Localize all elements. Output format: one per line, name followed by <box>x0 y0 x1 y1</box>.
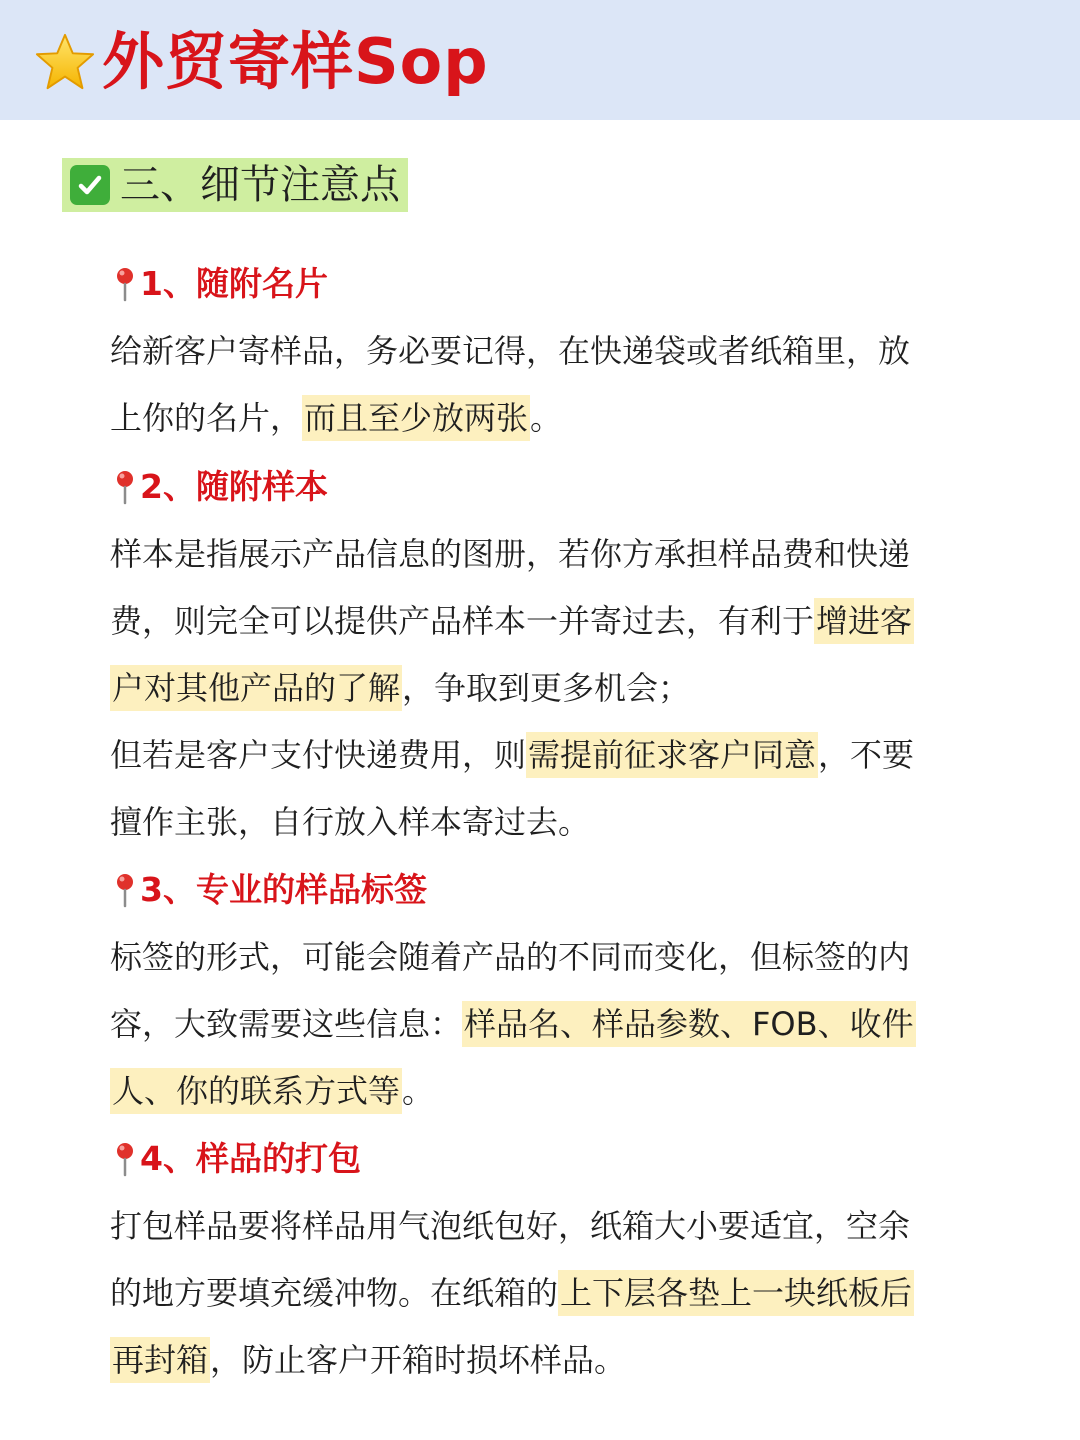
highlighted-text: 需提前征求客户同意 <box>526 732 818 778</box>
text-run: ，防止客户开箱时损坏样品。 <box>210 1341 627 1379</box>
text-line <box>110 385 970 452</box>
text-run: 上你的名片， <box>110 399 303 437</box>
header-title <box>34 24 489 100</box>
text-run: 费，则完全可以提供产品样本一并寄过去，有利于 <box>110 602 815 640</box>
page-title: 外贸寄样Sop <box>102 25 489 98</box>
text-line <box>110 991 970 1058</box>
section-heading <box>62 158 408 212</box>
check-mark-icon <box>70 165 110 205</box>
item-heading-text: 1、随附名片 <box>140 264 328 303</box>
text-run: 擅作主张，自行放入样本寄过去。 <box>110 803 591 841</box>
text-line <box>110 1260 970 1327</box>
item-body-1 <box>110 318 970 452</box>
text-run: 容，大致需要这些信息： <box>110 1005 463 1043</box>
highlighted-text: 而且至少放两张 <box>302 395 530 441</box>
text-line <box>110 655 970 722</box>
text-line <box>110 1193 970 1260</box>
section-title: 三、细节注意点 <box>120 162 400 208</box>
text-run: 标签的形式，可能会随着产品的不同而变化，但标签的内 <box>110 938 911 976</box>
text-run: 的地方要填充缓冲物。在纸箱的 <box>110 1274 559 1312</box>
pushpin-icon <box>112 266 138 302</box>
text-run: 打包样品要将样品用气泡纸包好，纸箱大小要适宜，空余 <box>110 1207 911 1245</box>
text-line <box>110 318 970 385</box>
paragraph <box>110 924 970 1125</box>
pushpin-icon <box>112 872 138 908</box>
item-heading-2 <box>112 465 328 509</box>
text-line <box>110 521 970 588</box>
pushpin-icon <box>112 1141 138 1177</box>
item-body-4 <box>110 1193 970 1394</box>
highlighted-text: 再封箱 <box>110 1337 210 1383</box>
highlighted-text: 增进客 <box>814 598 914 644</box>
text-run: ，争取到更多机会； <box>402 669 691 707</box>
text-run: ，不要 <box>818 736 915 774</box>
text-line <box>110 1058 970 1125</box>
text-line <box>110 924 970 991</box>
text-run: 。 <box>530 399 563 437</box>
text-run: 样本是指展示产品信息的图册，若你方承担样品费和快递 <box>110 535 911 573</box>
text-run: 。 <box>402 1072 435 1110</box>
item-heading-text: 3、专业的样品标签 <box>140 870 427 909</box>
paragraph <box>110 318 970 452</box>
item-body-2 <box>110 521 970 856</box>
highlighted-text: 户对其他产品的了解 <box>110 665 402 711</box>
highlighted-text: 样品名、样品参数、FOB、收件 <box>462 1001 916 1047</box>
item-body-3 <box>110 924 970 1125</box>
paragraph <box>110 521 970 856</box>
star-icon <box>34 31 96 93</box>
text-line <box>110 722 970 789</box>
paragraph <box>110 1193 970 1394</box>
text-line <box>110 1327 970 1394</box>
text-run: 给新客户寄样品，务必要记得，在快递袋或者纸箱里，放 <box>110 332 911 370</box>
item-heading-1 <box>112 262 328 306</box>
item-heading-3 <box>112 868 427 912</box>
item-heading-text: 2、随附样本 <box>140 467 328 506</box>
item-heading-4 <box>112 1137 361 1181</box>
highlighted-text: 人、你的联系方式等 <box>110 1068 402 1114</box>
pushpin-icon <box>112 469 138 505</box>
highlighted-text: 上下层各垫上一块纸板后 <box>558 1270 914 1316</box>
text-line <box>110 588 970 655</box>
item-heading-text: 4、样品的打包 <box>140 1139 361 1178</box>
text-line <box>110 789 970 856</box>
text-run: 但若是客户支付快递费用，则 <box>110 736 527 774</box>
